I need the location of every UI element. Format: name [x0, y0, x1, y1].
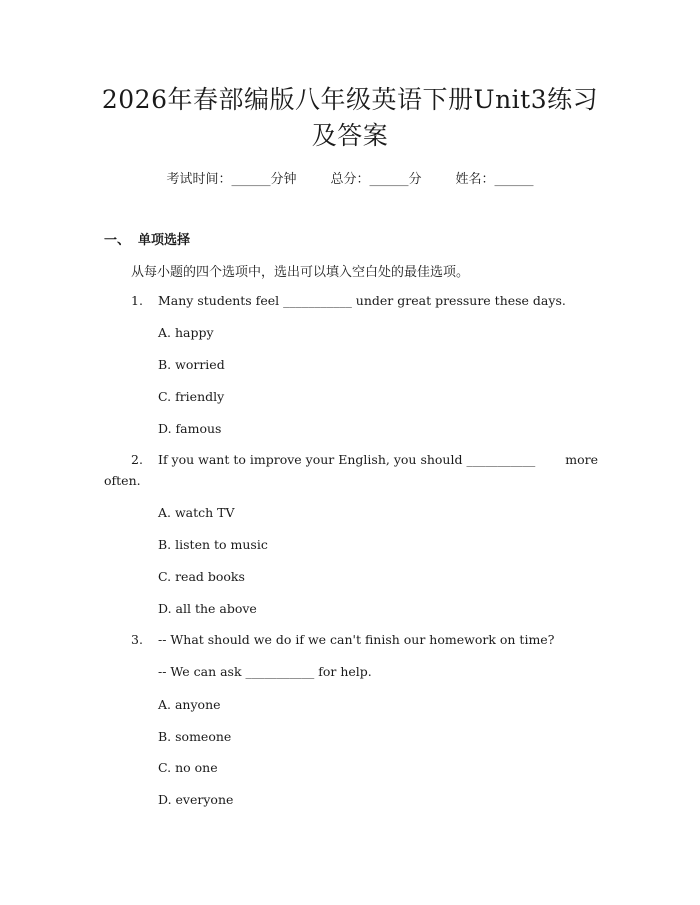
question-3-option-a: A. anyone [158, 697, 221, 712]
question-3-stem-line-2: -- We can ask ___________ for help. [158, 664, 372, 679]
question-text-end: more [565, 452, 598, 467]
title-line-1: 2026年春部编版八年级英语下册Unit3练习 [101, 85, 599, 114]
question-2-option-c: C. read books [158, 569, 245, 584]
section-title: 单项选择 [138, 233, 191, 248]
name-field: 姓名：______ [455, 172, 534, 187]
question-text: Many students feel ___________ under great pressure these days. [158, 293, 566, 308]
total-score-field: 总分：______分 [330, 172, 422, 187]
question-1-option-a: A. happy [158, 325, 214, 340]
section-number: 一、 [104, 233, 131, 248]
question-text: If you want to improve your English, you should ___________ [158, 452, 536, 467]
title-line-2: 及答案 [311, 121, 389, 150]
question-3-option-b: B. someone [158, 729, 232, 744]
exam-meta [0, 168, 700, 187]
question-1-option-b: B. worried [158, 357, 225, 372]
exam-time-field: 考试时间：______分钟 [166, 172, 297, 187]
document-title [60, 82, 640, 154]
question-number: 3. [131, 632, 143, 647]
question-2-option-b: B. listen to music [158, 537, 268, 552]
question-3-option-d: D. everyone [158, 792, 234, 807]
question-text: -- What should we do if we can't finish our homework on time? [158, 632, 555, 647]
question-1-stem [131, 293, 566, 308]
question-2-option-d: D. all the above [158, 601, 257, 616]
question-2-option-a: A. watch TV [158, 505, 235, 520]
section-heading [104, 229, 190, 248]
question-3-stem [131, 632, 554, 647]
question-1-option-c: C. friendly [158, 389, 225, 404]
question-number: 2. [131, 452, 143, 467]
question-number: 1. [131, 293, 143, 308]
section-instruction: 从每小题的四个选项中，选出可以填入空白处的最佳选项。 [131, 265, 470, 280]
question-1-option-d: D. famous [158, 421, 222, 436]
question-2-stem [131, 452, 598, 467]
question-2-stem-continued: often. [104, 473, 141, 488]
question-3-option-c: C. no one [158, 760, 218, 775]
